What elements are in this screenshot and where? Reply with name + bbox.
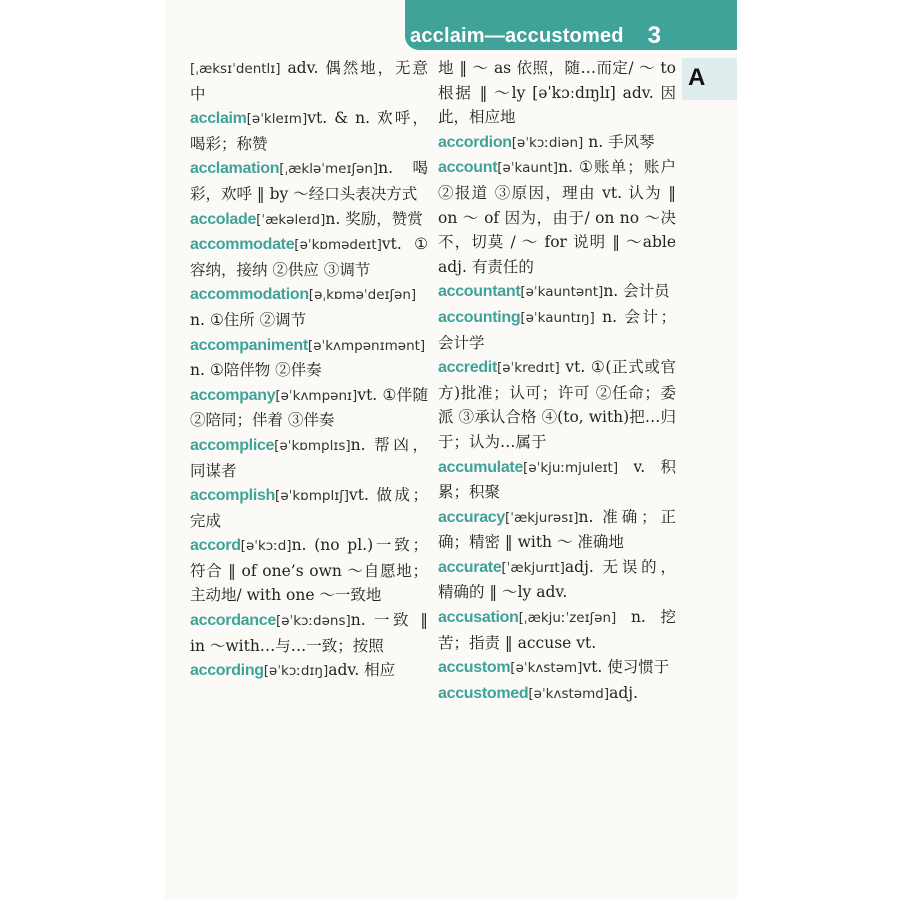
entry-headword: according — [190, 662, 264, 680]
entry-headword: accountant — [438, 283, 521, 301]
entry-definition: n. 手风琴 — [583, 132, 655, 151]
entry-headword: accomplice — [190, 436, 275, 454]
dictionary-entry — [190, 156, 428, 206]
entry-pronunciation: [əˈkɔːdəns] — [275, 613, 351, 630]
entry-pronunciation: [əˈkʌmpənɪ] — [275, 387, 358, 404]
entry-headword: accustomed — [438, 684, 529, 702]
entry-definition: vt. ①(正式或官方)批准；认可；许可 ②任命；委派 ③承认合格 ④(to, with)把…归于；认为…属于 — [438, 358, 676, 451]
entry-headword: accord — [190, 537, 241, 555]
entry-pronunciation: [əˈkauntənt] — [520, 284, 604, 301]
entry-definition: vt. 做成；完成 — [190, 486, 428, 530]
dictionary-entry — [190, 282, 428, 332]
entry-headword: accredit — [438, 359, 497, 377]
entry-pronunciation: [əˈkʌmpənɪmənt] — [307, 337, 426, 354]
entry-pronunciation: [əˈkɒmplɪs] — [274, 437, 351, 454]
dictionary-entry — [190, 106, 428, 156]
entry-pronunciation: [əˈkɔːdɪŋ] — [263, 663, 329, 680]
dictionary-entry — [190, 433, 428, 483]
entry-definition: v. 积累；积聚 — [438, 457, 676, 502]
entry-definition: 地 ‖ ～ as 依照，随…而定/ ～ to 根据 ‖ ～ly [əˈkɔːdɪŋlɪ] adv. 因此，相应地 — [438, 59, 676, 127]
entry-definition: vt. ①伴随 ②陪同；伴着 ③伴奏 — [190, 385, 428, 430]
entry-headword: accustom — [438, 659, 511, 677]
entry-pronunciation: [əˈkɔːdiən] — [511, 134, 584, 151]
dictionary-entry — [190, 207, 428, 233]
section-letter-tab — [682, 58, 737, 100]
entry-headword: accumulate — [438, 458, 524, 476]
page-number: 3 — [647, 22, 661, 49]
entry-pronunciation: [əˈkɒmplɪʃ] — [275, 488, 350, 505]
entry-pronunciation: [ˈækjurɪt] — [501, 559, 565, 576]
entry-definition: n. 一致 ‖ in ～with…与…一致；按照 — [190, 611, 428, 655]
entry-headword: accuracy — [438, 508, 505, 526]
dictionary-entry — [190, 658, 428, 684]
entry-pronunciation: [əˈkjuːmjuleɪt] — [523, 459, 619, 476]
dictionary-entry — [190, 232, 428, 282]
entry-definition: n. 会计；会计学 — [438, 307, 676, 352]
page-header — [405, 0, 737, 50]
dictionary-entry — [438, 155, 676, 279]
dictionary-entry — [438, 455, 676, 505]
entry-definition: n. (no pl.)一致；符合 ‖ of one’s own ～自愿地；主动地/ with one ～一致地 — [190, 536, 428, 605]
guide-word-range: acclaim—accustomed — [410, 25, 624, 47]
dictionary-entry — [438, 355, 676, 454]
entry-definition: vt. ①容纳，接纳 ②供应 ③调节 — [190, 235, 428, 279]
entry-definition: n. 挖苦；指责 ‖ accuse vt. — [438, 608, 676, 652]
entry-headword: accomplish — [190, 487, 276, 505]
dictionary-entry — [438, 655, 676, 681]
entry-pronunciation: [əˈkleɪm] — [246, 111, 308, 128]
entry-headword: account — [438, 159, 498, 177]
dictionary-entry — [438, 56, 676, 130]
dictionary-entry — [190, 608, 428, 658]
entry-definition: n. 准确；正确；精密 ‖ with ～ 准确地 — [438, 507, 676, 552]
dictionary-entry — [190, 483, 428, 533]
entry-pronunciation: [ˌæksɪˈdentlɪ] — [190, 61, 281, 77]
entry-pronunciation: [əˌkɒməˈdeɪʃən] — [308, 287, 417, 304]
dictionary-entry — [438, 279, 676, 305]
entry-definition: adj. 无误的，精确的 ‖ ～ly adv. — [438, 557, 676, 602]
entry-pronunciation: [ˈækəleɪd] — [256, 211, 326, 228]
entry-pronunciation: [əˈkɔːd] — [240, 538, 292, 555]
dictionary-entry — [438, 681, 676, 707]
entry-definition: adv. 相应 — [328, 661, 396, 680]
entry-pronunciation: [ˈækjurəsɪ] — [505, 509, 579, 526]
dictionary-entry — [438, 505, 676, 555]
entry-headword: acclamation — [190, 160, 280, 178]
entry-pronunciation: [əˈkredɪt] — [496, 360, 560, 377]
entry-pronunciation: [əˈkɒmədeɪt] — [294, 237, 382, 254]
dictionary-entry — [438, 555, 676, 605]
entry-definition: adv. 偶然地，无意中 — [190, 59, 428, 103]
left-column — [190, 56, 428, 684]
dictionary-entry — [190, 333, 428, 383]
entry-pronunciation: [ˌækjuːˈzeɪʃən] — [518, 610, 617, 627]
right-column — [438, 56, 676, 706]
entry-definition: n. 喝彩，欢呼 ‖ by ～经口头表决方式 — [190, 159, 428, 203]
entry-headword: accolade — [190, 210, 257, 228]
entry-definition: n. 帮凶，同谋者 — [190, 435, 428, 480]
section-letter: A — [688, 64, 706, 91]
entry-headword: accurate — [438, 558, 502, 576]
entry-pronunciation: [əˈkaunt] — [497, 160, 559, 177]
entry-headword: accordion — [438, 133, 512, 151]
entry-definition: n. ①账单；账户 ②报道 ③原因，理由 vt. 认为 ‖ on ～ of 因为，由于/ on no ～决不，切莫 / ～ for 说明 ‖ ～able adj. 有责任的 — [438, 158, 676, 276]
entry-definition: n. 会计员 — [603, 282, 670, 301]
entry-headword: accommodation — [190, 286, 309, 304]
entry-headword: accusation — [438, 609, 519, 627]
entry-headword: accordance — [190, 612, 276, 630]
entry-definition: n. ①住所 ②调节 — [190, 310, 307, 329]
entry-pronunciation: [əˈkʌstəmd] — [528, 685, 610, 702]
dictionary-entry — [190, 383, 428, 433]
entry-definition: n. 奖励，赞赏 — [325, 209, 423, 228]
entry-pronunciation: [əˈkʌstəm] — [510, 660, 583, 677]
entry-definition: vt. & n. 欢呼，喝彩；称赞 — [190, 109, 428, 153]
entry-definition: vt. 使习惯于 — [582, 658, 670, 677]
entry-headword: accompaniment — [190, 336, 308, 354]
entry-pronunciation: [ˌækləˈmeɪʃən] — [279, 161, 379, 178]
entry-headword: accommodate — [190, 236, 295, 254]
dictionary-entry — [190, 533, 428, 608]
entry-definition: n. ①陪伴物 ②伴奏 — [190, 361, 322, 380]
dictionary-entry — [438, 305, 676, 355]
entry-definition: adj. — [609, 683, 638, 702]
dictionary-entry — [438, 130, 676, 156]
dictionary-entry — [190, 56, 428, 106]
entry-headword: acclaim — [190, 110, 247, 128]
entry-pronunciation: [əˈkauntɪŋ] — [520, 309, 595, 326]
dictionary-entry — [438, 605, 676, 655]
entry-headword: accompany — [190, 386, 276, 404]
entry-headword: accounting — [438, 308, 521, 326]
